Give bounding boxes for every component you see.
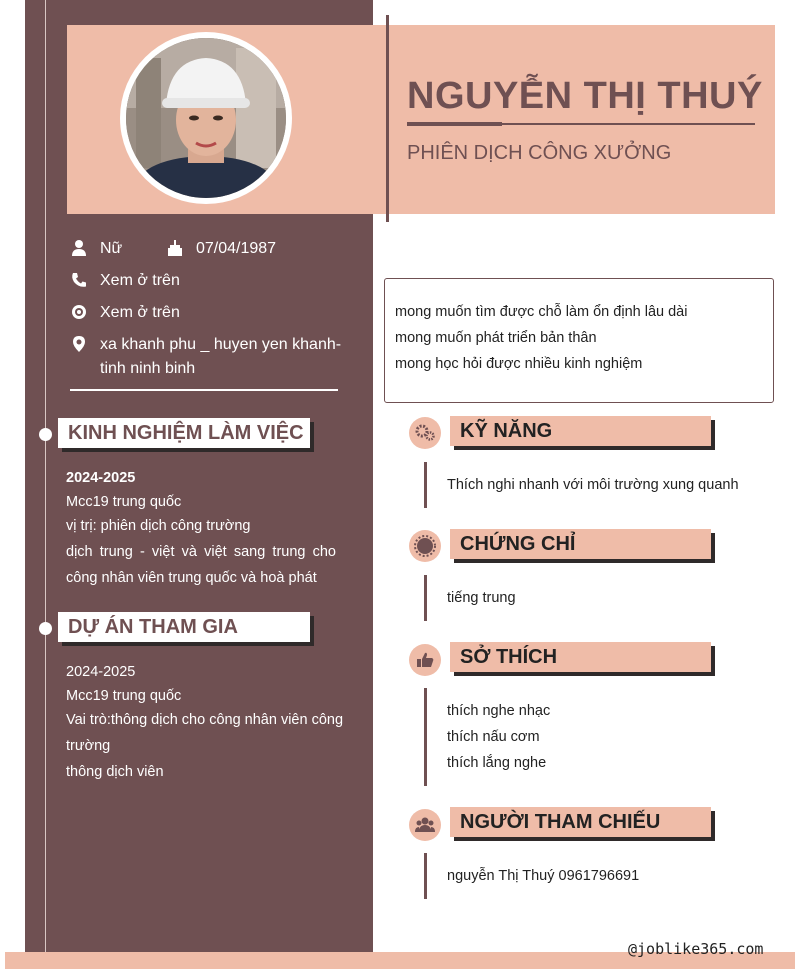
location-pin-icon [70, 335, 88, 353]
projects-role-3: thông dịch viên [66, 764, 164, 780]
objective-line: mong muốn phát triển bản thân [395, 330, 597, 346]
contact-separator [70, 389, 338, 391]
projects-company: Mcc19 trung quốc [66, 688, 182, 704]
skills-bar [424, 462, 427, 508]
watermark: @joblike365.com [628, 940, 764, 958]
name-underline-accent [407, 122, 502, 126]
candidate-name: NGUYỄN THỊ THUÝ [407, 75, 763, 117]
timeline-dot [39, 622, 52, 635]
hobbies-title-box [450, 642, 711, 672]
skills-item: Thích nghi nhanh với môi trường xung quanh [447, 477, 739, 493]
projects-title-box [58, 612, 310, 642]
experience-period: 2024-2025 [66, 470, 136, 486]
thumbs-up-icon [409, 644, 441, 676]
people-icon [409, 809, 441, 841]
hobbies-bar [424, 688, 427, 786]
birthdate-value: 07/04/1987 [196, 240, 277, 257]
hobby: thích nghe nhạc [447, 703, 551, 719]
email-row [70, 301, 340, 325]
references-title: NGƯỜI THAM CHIẾU [460, 811, 661, 833]
job-title: PHIÊN DỊCH CÔNG XƯỞNG [407, 142, 672, 164]
birthdate-row [166, 237, 346, 261]
hobby: thích lắng nghe [447, 755, 547, 771]
projects-title: DỰ ÁN THAM GIA [68, 616, 238, 638]
hobbies-item [447, 698, 550, 776]
projects-period: 2024-2025 [66, 664, 136, 680]
phone-row [70, 269, 340, 293]
header-divider [386, 15, 389, 222]
experience-title: KINH NGHIỆM LÀM VIỆC [68, 422, 304, 444]
address-line-1: xa khanh phu _ huyen yen khanh- [100, 336, 342, 353]
cake-icon [166, 239, 184, 257]
avatar [126, 38, 286, 198]
phone-icon [70, 271, 88, 289]
left-decor-line [45, 0, 46, 969]
profile-photo [120, 32, 292, 204]
hobby: thích nấu cơm [447, 729, 540, 745]
address-row [70, 333, 350, 381]
experience-company: Mcc19 trung quốc [66, 494, 182, 510]
phone-value: Xem ở trên [100, 272, 180, 289]
references-item: nguyễn Thị Thuý 0961796691 [447, 868, 640, 884]
certificates-item: tiếng trung [447, 590, 516, 606]
experience-position: vị trị: phiên dịch công trường [66, 518, 251, 534]
references-bar [424, 853, 427, 899]
user-icon [70, 239, 88, 257]
objective-box [384, 278, 774, 403]
experience-content [66, 465, 336, 591]
timeline-dot [39, 428, 52, 441]
experience-desc-1: dịch trung - việt và việt sang trung cho [66, 544, 336, 560]
certificates-title-box [450, 529, 711, 559]
skills-title: KỸ NĂNG [460, 420, 553, 442]
projects-content [66, 659, 344, 785]
hobbies-title: SỞ THÍCH [460, 646, 558, 668]
gender-row [70, 237, 160, 261]
projects-role-1: Vai trò:thông dịch cho công nhân viên công [66, 712, 344, 728]
objective-line: mong học hỏi được nhiều kinh nghiệm [395, 356, 643, 372]
at-icon [70, 303, 88, 321]
certificates-bar [424, 575, 427, 621]
gears-icon [409, 417, 441, 449]
badge-icon [409, 530, 441, 562]
certificates-title: CHỨNG CHỈ [460, 533, 576, 555]
address-line-2: tinh ninh binh [100, 360, 196, 377]
projects-role-2: trường [66, 738, 111, 754]
skills-title-box [450, 416, 711, 446]
objective-line: mong muốn tìm được chỗ làm ổn định lâu dài [395, 304, 688, 320]
references-title-box [450, 807, 711, 837]
experience-title-box [58, 418, 310, 448]
email-value: Xem ở trên [100, 304, 180, 321]
experience-desc-2: công nhân viên trung quốc và hoà phát [66, 570, 317, 586]
gender-value: Nữ [100, 240, 123, 257]
